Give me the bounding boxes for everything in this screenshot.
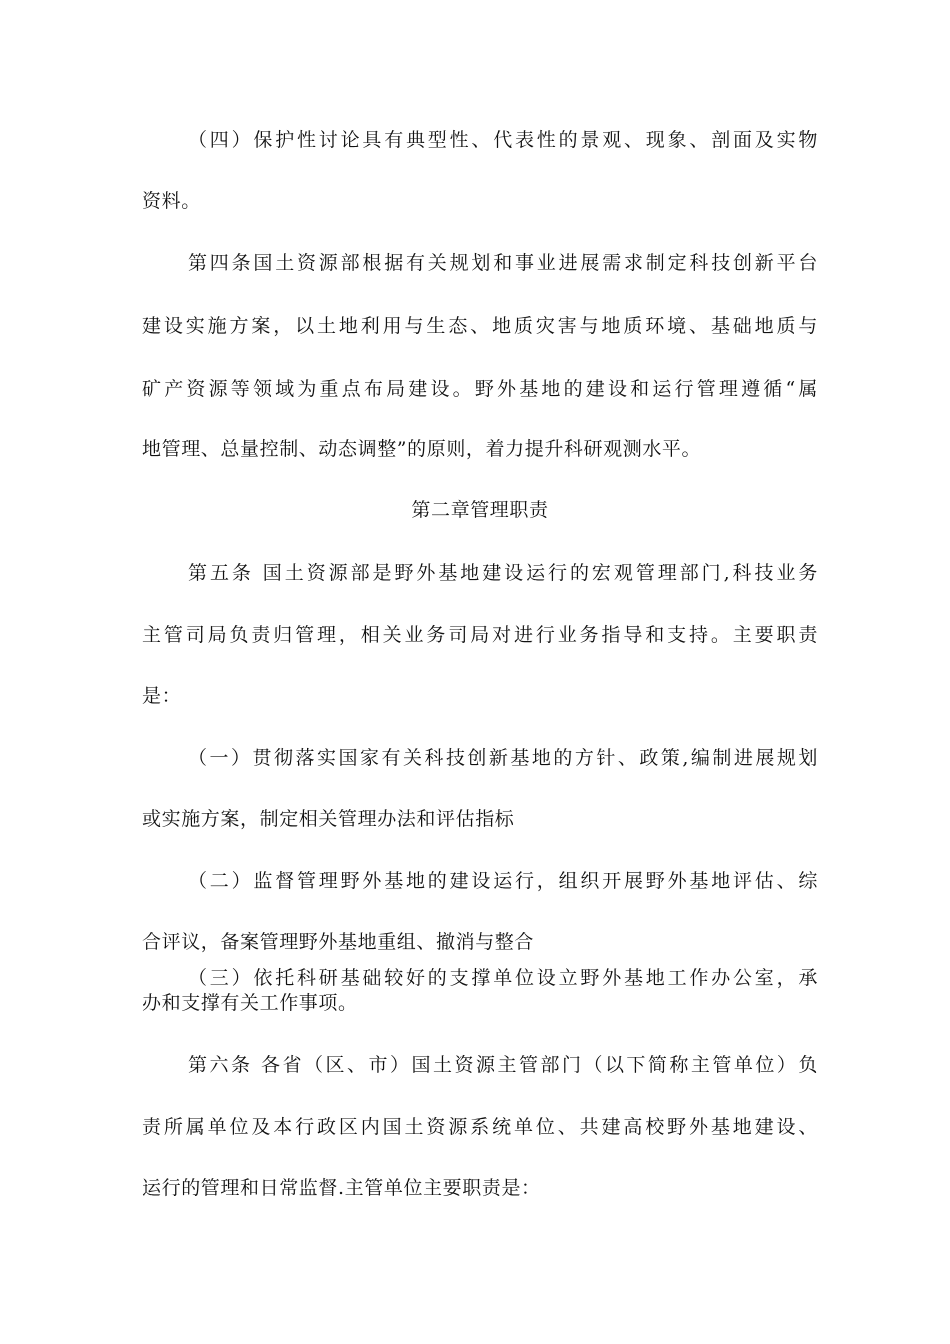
paragraph-line: 地管理、总量控制、动态调整”的原则，着力提升科研观测水平。 bbox=[142, 438, 702, 460]
paragraph-line: 是： bbox=[142, 685, 182, 707]
chapter-heading: 第二章管理职责 bbox=[411, 499, 549, 521]
paragraph-line: （二）监督管理野外基地的建设运行，组织开展野外基地评估、综 bbox=[188, 870, 818, 892]
paragraph-line: 运行的管理和日常监督.主管单位主要职责是： bbox=[142, 1177, 541, 1199]
paragraph-line: 合评议，备案管理野外基地重组、撤消与整合 bbox=[142, 931, 535, 953]
paragraph-line: 主管司局负责归管理，相关业务司局对进行业务指导和支持。主要职责 bbox=[142, 624, 818, 646]
paragraph-line: 办和支撑有关工作事项。 bbox=[142, 992, 358, 1014]
paragraph-line: 第四条国土资源部根据有关规划和事业进展需求制定科技创新平台 bbox=[188, 252, 818, 274]
paragraph-line: 责所属单位及本行政区内国土资源系统单位、共建高校野外基地建设、 bbox=[142, 1116, 818, 1138]
paragraph-line: （一）贯彻落实国家有关科技创新基地的方针、政策,编制进展规划 bbox=[188, 747, 818, 769]
paragraph-line: 或实施方案，制定相关管理办法和评估指标 bbox=[142, 808, 515, 830]
paragraph-line: 第六条 各省（区、市）国土资源主管部门（以下简称主管单位）负 bbox=[188, 1054, 818, 1076]
paragraph-line: 第五条 国土资源部是野外基地建设运行的宏观管理部门,科技业务 bbox=[188, 562, 818, 584]
paragraph-line: 矿产资源等领域为重点布局建设。野外基地的建设和运行管理遵循“属 bbox=[142, 378, 818, 400]
paragraph-line: （三）依托科研基础较好的支撑单位设立野外基地工作办公室，承 bbox=[188, 967, 818, 989]
paragraph-line: 建设实施方案，以土地利用与生态、地质灾害与地质环境、基础地质与 bbox=[142, 315, 818, 337]
paragraph-line: （四）保护性讨论具有典型性、代表性的景观、现象、剖面及实物 bbox=[188, 129, 818, 151]
paragraph-line: 资料。 bbox=[142, 190, 201, 212]
